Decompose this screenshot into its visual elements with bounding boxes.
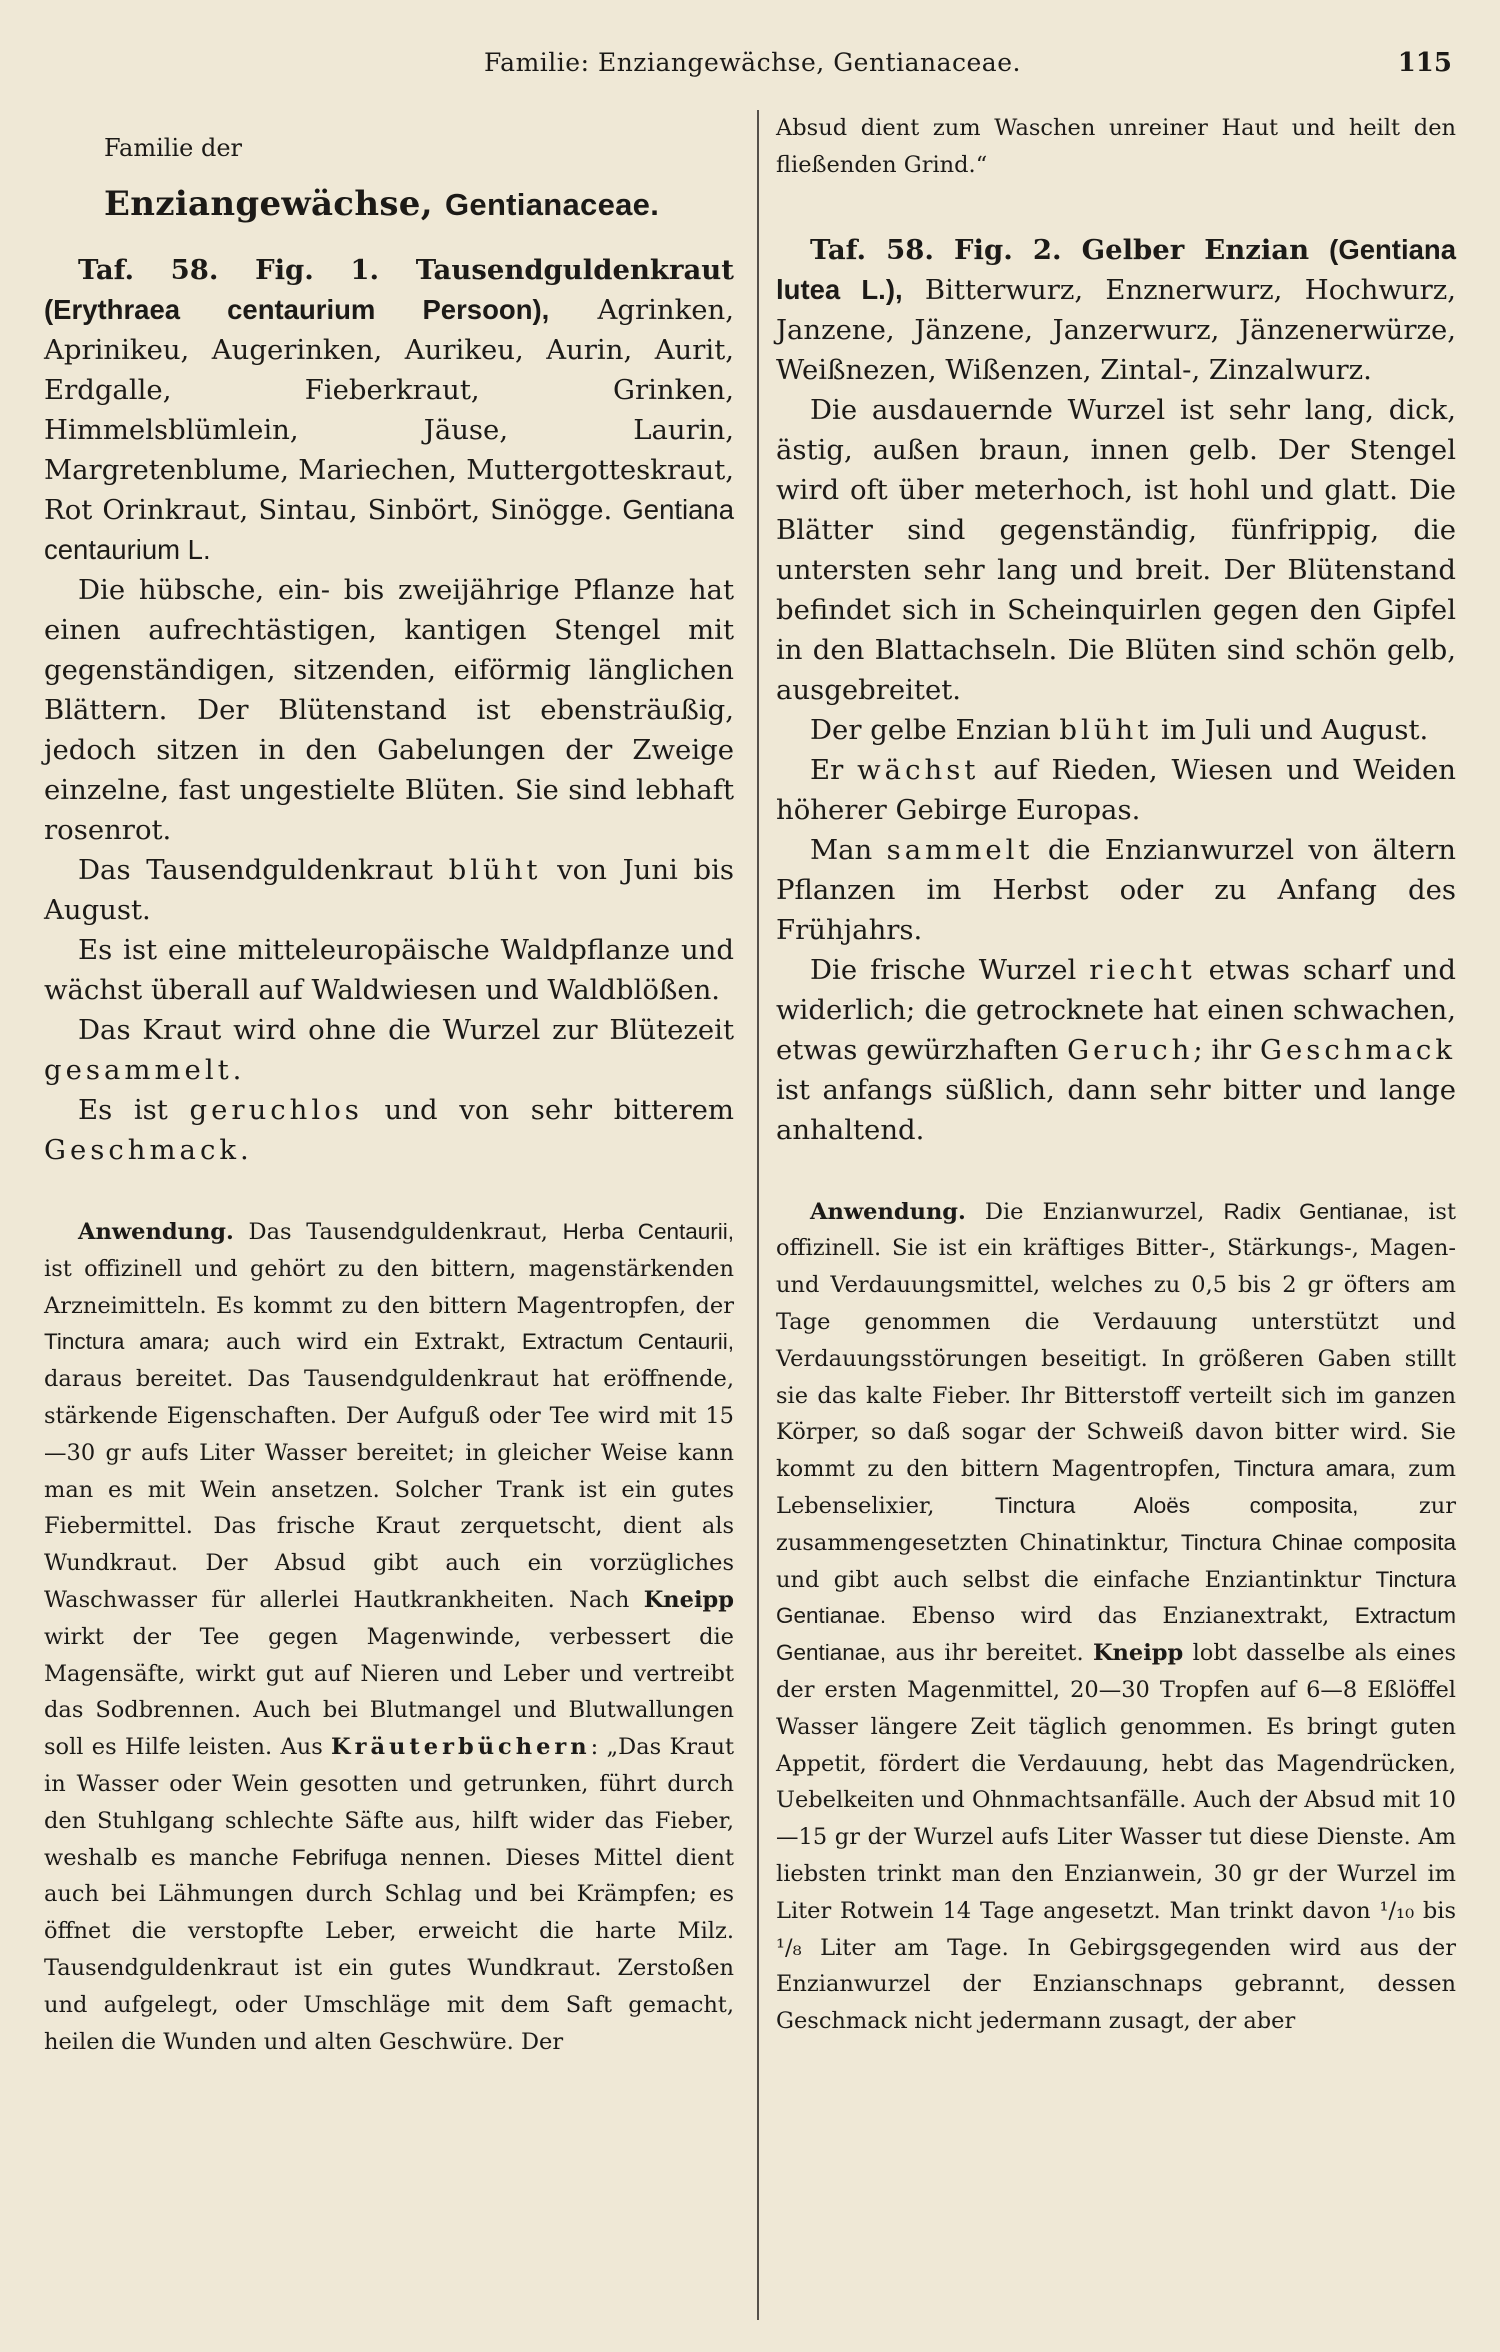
smell-emph: riecht [1089, 953, 1196, 986]
left-column [44, 108, 734, 2060]
plant-name: Gelber Enzian [1081, 233, 1330, 266]
anw-text: Das Tausendguldenkraut, [233, 1219, 563, 1245]
anw-text: daraus bereitet. Das Tausendguldenkraut hat eröffnende, stärkende Eigenschaften. Der Aufguß oder Tee wird mit 15—30 gr aufs Liter Wasser bereitet; in gleicher Weise kann man es mit Wein ansetzen. Solcher Trank ist ein gutes Fiebermittel. Das frische Kraut zerquetscht, dient als Wundkraut. Der Absud gibt auch ein vorzügliches Waschwasser für allerlei Hautkrankheiten. Nach [44, 1366, 734, 1613]
bloom-emph: blüht [1059, 713, 1153, 746]
anw-text: und gibt auch selbst die einfache Enziantinktur [776, 1566, 1376, 1593]
collect-text: Man [810, 833, 887, 866]
anw-text: zur zusammengesetzten Chinatinktur, [776, 1492, 1456, 1556]
habitat-text-end: auf Rieden, Wiesen und Weiden höherer Gebirge Europas. [776, 753, 1456, 826]
anw-latin: Extractum Gentianae, [776, 1603, 1456, 1666]
anw-text: aus ihr bereitet. [886, 1640, 1093, 1667]
plant-latin-name: (Erythraea centaurium Persoon), [44, 294, 550, 325]
bloom-paragraph [776, 710, 1456, 750]
bloom-paragraph [44, 850, 734, 930]
anw-latin: Tinctura Gentianae. [776, 1566, 1456, 1629]
anwendung-paragraph [44, 1214, 734, 2060]
anw-text: ; auch wird ein Extrakt, [202, 1329, 522, 1356]
anw-latin: Tinctura Aloës composita, [994, 1492, 1359, 1518]
bloom-text: Der gelbe Enzian [810, 713, 1060, 746]
smell-paragraph [44, 1090, 734, 1170]
entry-tausendguldenkraut [44, 250, 734, 570]
anw-text: Ebenso wird das Enzianextrakt, [886, 1603, 1355, 1630]
description-paragraph: Die ausdauernde Wurzel ist sehr lang, dick, ästig, außen braun, innen gelb. Der Stengel wird oft über meterhoch, ist hohl und glatt. Die Blätter sind gegenständig, fünfrippig, die untersten sehr lang und breit. Der Blütenstand befindet sich in Scheinquirlen gegen den Gipfel in den Blattachseln. Die Blüten sind schön gelb, ausgebreitet. [776, 393, 1456, 706]
description-paragraph: Die hübsche, ein- bis zweijährige Pflanze hat einen aufrechtästigen, kantigen Stengel mit gegenständigen, sitzenden, eiförmig länglichen Blättern. Der Blütenstand ist ebensträußig, jedoch sitzen in den Gabelungen der Zweige einzelne, fast ungestielte Blüten. Sie sind lebhaft rosenrot. [44, 574, 734, 846]
collect-text: Das Kraut wird ohne die Wurzel zur Blütezeit [78, 1014, 734, 1046]
anw-latin: Radix Gentianae, [1223, 1198, 1410, 1224]
anw-text: ist offizinell und gehört zu den bittern, magenstärkenden Arzneimitteln. Es kommt zu den bittern Magentropfen, der [44, 1255, 734, 1319]
anw-kneipp: Kneipp [1092, 1640, 1184, 1667]
collect-paragraph [44, 1010, 734, 1090]
alt-latin-name: Gentiana centaurium L. [44, 494, 735, 565]
continuation-paragraph: Absud dient zum Waschen unreiner Haut und heilt den fließenden Grind.“ [776, 115, 1456, 178]
taste-emph: Geschmack. [44, 1134, 253, 1166]
family-kicker: Familie der [104, 134, 242, 162]
habitat-text: Er [810, 753, 858, 786]
family-title-german: Enziangewächse, [104, 184, 445, 224]
page-number: 115 [1397, 48, 1452, 78]
bloom-text-end: von Juni bis August. [44, 854, 734, 926]
taste-emph: Geschmack [1259, 1033, 1456, 1066]
smell-text-end: ist anfangs süßlich, dann sehr bitter und lange anhaltend. [776, 1073, 1456, 1146]
smell-text-2: und von sehr bitterem [362, 1094, 734, 1126]
smell-emph: geruchlos [189, 1094, 363, 1126]
smell-text: Es ist [78, 1094, 190, 1126]
anwendung-paragraph [776, 1194, 1456, 2040]
anw-text: nennen. Dieses Mittel dient auch bei Lähmungen durch Schlag und bei Krämpfen; es öffnet die verstopfte Leber, erweicht die harte Milz. Tausendguldenkraut ist ein gutes Wundkraut. Zerstoßen und aufgelegt, oder Umschläge mit dem Saft gemacht, heilen die Wunden und alten Geschwüre. Der [44, 1844, 735, 2055]
anw-text: wirkt der Tee gegen Magenwinde, verbessert die Magensäfte, wirkt gut auf Nieren und Leber und vertreibt das Sodbrennen. Auch bei Blutmangel und Blutwallungen soll es Hilfe leisten. Aus [44, 1623, 734, 1761]
smell-emph-2: Geruch [1067, 1033, 1194, 1066]
anw-kneipp: Kneipp [643, 1586, 734, 1613]
family-title-latin: Gentianaceae. [444, 187, 660, 222]
smell-paragraph [776, 950, 1456, 1150]
collect-emph: gesammelt. [44, 1054, 246, 1086]
anw-text: lobt dasselbe als eines der ersten Magenmittel, 20—30 Tropfen auf 6—8 Eßlöffel Wasser längere Zeit täglich genommen. Es bringt guten Appetit, fördert die Verdauung, hebt das Magendrücken, Uebelkeiten und Ohnmachtsanfälle. Auch der Absud mit 10—15 gr der Wurzel aufs Liter Wasser tut diese Dienste. Am liebsten trinkt man den Enzianwein, 30 gr der Wurzel im Liter Rotwein 14 Tage angesetzt. Man trinkt davon ¹/₁₀ bis ¹/₈ Liter am Tage. In Gebirgsgegenden wird aus der Enzianwurzel der Enzianschnaps gebrannt, dessen Geschmack nicht jedermann zusagt, der aber [776, 1640, 1456, 2035]
anw-latin: Tinctura amara, [1233, 1456, 1396, 1482]
bloom-text: Das Tausendguldenkraut [78, 854, 449, 886]
collect-emph: sammelt [886, 833, 1034, 866]
anw-text: zum Lebenselixier, [776, 1456, 1456, 1519]
anw-latin: Extractum Centaurii, [521, 1329, 735, 1355]
habitat-paragraph [776, 750, 1456, 830]
anwendung-label: Anwendung. [810, 1198, 966, 1225]
smell-text: Die frische Wurzel [810, 953, 1090, 986]
collect-text-end: die Enzianwurzel von ältern Pflanzen im Herbst oder zu Anfang des Frühjahrs. [776, 833, 1456, 946]
running-head: Familie: Enziangewächse, Gentianaceae. [484, 48, 1021, 77]
anw-latin: Tinctura amara [44, 1329, 203, 1355]
anw-emph: Kräuterbüchern [331, 1734, 591, 1761]
column-divider [757, 110, 759, 2320]
plate-ref: Taf. 58. Fig. 1. [78, 254, 416, 286]
anwendung-label: Anwendung. [78, 1219, 234, 1245]
anw-text: Die Enzianwurzel, [965, 1198, 1224, 1225]
anw-latin: Tinctura Chinae composita [1180, 1529, 1456, 1555]
anw-text: : „Das Kraut in Wasser oder Wein gesotten und getrunken, führt durch den Stuhlgang schlechte Säfte aus, hilft wider das Fieber, weshalb es manche [44, 1734, 734, 1871]
bloom-emph: blüht [448, 854, 542, 886]
anw-latin: Herba Centaurii, [562, 1219, 734, 1244]
plate-ref: Taf. 58. Fig. 2. [810, 233, 1082, 266]
right-column [776, 108, 1456, 2040]
smell-text-3: ; ihr [1193, 1033, 1260, 1066]
collect-paragraph [776, 830, 1456, 950]
smell-text-2: etwas scharf und widerlich; die getrocknete hat einen schwachen, etwas gewürzhaften [776, 953, 1456, 1066]
anw-latin: Febrifuga [291, 1844, 387, 1870]
plant-latin-name: (Gentiana lutea L.), [776, 233, 1456, 305]
entry-gelber-enzian [776, 230, 1456, 390]
synonyms: Bitterwurz, Enznerwurz, Hochwurz, Janzene, Jänzene, Janzerwurz, Jänzenerwürze, Weißnezen, Wißenzen, Zintal-, Zinzalwurz. [776, 273, 1456, 386]
habitat-emph: wächst [857, 753, 980, 786]
synonyms: Agrinken, Aprinikeu, Augerinken, Aurikeu, Aurin, Aurit, Erdgalle, Fieberkraut, Grinken, Himmelsblümlein, Jäuse, Laurin, Margretenblume, Mariechen, Muttergotteskraut, Rot Orinkraut, Sintau, Sinbört, Sinögge. [44, 294, 735, 526]
bloom-text-end: im Juli und August. [1152, 713, 1429, 746]
plant-name: Tausendguldenkraut [415, 254, 734, 286]
family-heading [104, 184, 734, 224]
habitat-paragraph: Es ist eine mitteleuropäische Waldpflanze und wächst überall auf Waldwiesen und Waldblößen. [44, 934, 734, 1006]
anw-text: ist offizinell. Sie ist ein kräftiges Bitter-, Stärkungs-, Magen- und Verdauungsmittel, welches zu 0,5 bis 2 gr öfters am Tage genommen die Verdauung unterstützt und Verdauungsstörungen beseitigt. In größeren Gaben stillt sie das kalte Fieber. Ihr Bitterstoff verteilt sich im ganzen Körper, so daß sogar der Schweiß davon bitter wird. Sie kommt zu den bittern Magentropfen, [776, 1198, 1457, 1483]
